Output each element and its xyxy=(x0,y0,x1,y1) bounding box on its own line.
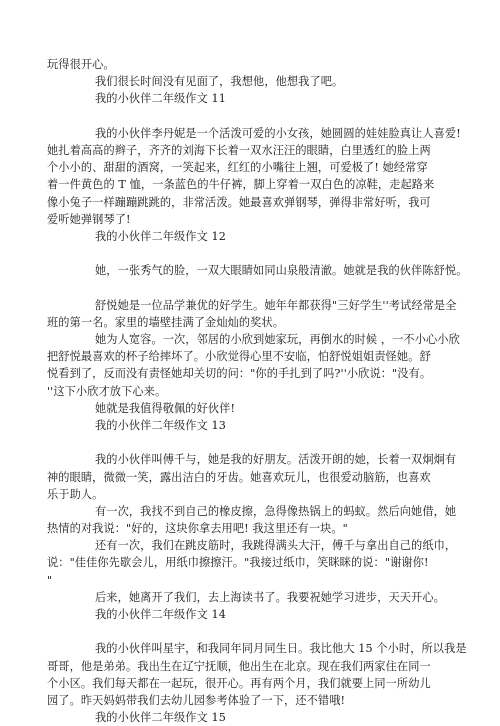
text-line: 个小小的、甜甜的酒窝，一笑起来，红红的小嘴往上翘，可爱极了! 她经常穿 xyxy=(47,161,428,175)
text-line: 我的小伙伴二年级作文 12 xyxy=(95,229,226,243)
text-line: 我的小伙伴二年级作文 13 xyxy=(95,418,226,432)
text-line: 她为人宽容。一次，邻居的小欣到她家玩，再倒水的时候 ，一不小心小欣 xyxy=(95,333,460,346)
document-body xyxy=(47,56,477,726)
text-line: 像小兔子一样蹦蹦跳跳的，非常活泼。她最喜欢弹钢琴，弹得非常好听，我可 xyxy=(47,195,431,209)
text-line: 园了。昨天妈妈带我们去幼儿园参考体验了一下，还不错哦! xyxy=(47,693,346,707)
text-line: 玩得很开心。 xyxy=(47,58,115,71)
text-line: 热情的对我说："好的，这块你拿去用吧! 我这里还有一块。" xyxy=(47,522,348,536)
text-line: 舒悦她是一位品学兼优的好学生。她年年都获得"三好学生''考试经常是全 xyxy=(95,298,457,312)
blank-line xyxy=(47,245,477,262)
text-line: 还有一次，我们在跳皮筋时，我跳得满头大汗，傅千与拿出自己的纸巾， xyxy=(95,539,457,553)
blank-line xyxy=(47,623,477,640)
text-line: 爱听她弹钢琴了! xyxy=(47,212,131,226)
text-line: 我们很长时间没有见面了，我想他，他想我了吧。 xyxy=(95,75,344,89)
text-line: 乐于助人。 xyxy=(47,487,104,501)
text-line: " xyxy=(47,573,53,587)
text-line: 我的小伙伴叫星宇，和我同年同月同生日。我比他大 15 个小时，所以我是 xyxy=(95,642,467,656)
text-line: ''这下小欣才放下心来。 xyxy=(47,384,167,398)
blank-line xyxy=(47,108,477,125)
text-line: 我的小伙伴二年级作文 11 xyxy=(95,92,226,106)
text-line: 我的小伙伴二年级作文 14 xyxy=(95,608,226,621)
text-line: 她扎着高高的辫子，齐齐的刘海下长着一双水汪汪的眼睛，白里透红的脸上两 xyxy=(47,143,431,157)
text-line: 悦看到了，反而没有责怪她却关切的问："你的手扎到了吗?''小欣说："没有。 xyxy=(47,367,432,381)
text-line: 着一件黄色的 T 恤，一条蓝色的牛仔裤，脚上穿着一双白色的凉鞋，走起路来 xyxy=(47,178,435,192)
blank-line xyxy=(47,434,477,451)
text-line: 班的第一名。家里的墙壁挂满了金灿灿的奖状。 xyxy=(47,315,285,329)
text-line: 有一次，我找不到自己的橡皮擦，急得像热锅上的蚂蚁。然后向她借，她 xyxy=(95,504,457,518)
text-line: 我的小伙伴李丹妮是一个活泼可爱的小女孩，她圆圆的娃娃脸真让人喜爱! xyxy=(95,126,461,140)
text-line: 个小区。我们每天都在一起玩，很开心。再有两个月，我们就要上同一所幼儿 xyxy=(47,676,431,690)
text-line: 神的眼睛，微微一笑，露出洁白的牙齿。她喜欢玩儿，也很爱动脑筋，也喜欢 xyxy=(47,470,431,484)
text-line: 说："佳佳你先歇会儿，用纸巾擦擦汗。"我接过纸巾，笑眯眯的说："谢谢你! xyxy=(47,556,429,570)
text-line: 后来，她离开了我们，去上海读书了。我要祝她学习进步，天天开心。 xyxy=(95,590,445,604)
text-line: 哥哥，他是弟弟。我出生在辽宁抚顺，他出生在北京。现在我们两家住在同一 xyxy=(47,659,431,673)
text-line: 把舒悦最喜欢的杯子给摔坏了。小欣觉得心里不安临，怕舒悦姐姐责怪她。舒 xyxy=(47,350,431,364)
text-line: 我的小伙伴二年级作文 15 xyxy=(95,711,226,725)
blank-line xyxy=(47,279,477,296)
text-line: 她就是我值得敬佩的好伙伴! xyxy=(95,401,236,415)
text-line: 她，一张秀气的脸，一双大眼睛如同山泉般清澈。她就是我的伙伴陈舒悦。 xyxy=(95,264,468,278)
text-line: 我的小伙伴叫傅千与，她是我的好朋友。活泼开朗的她，长着一双炯炯有 xyxy=(95,453,457,467)
